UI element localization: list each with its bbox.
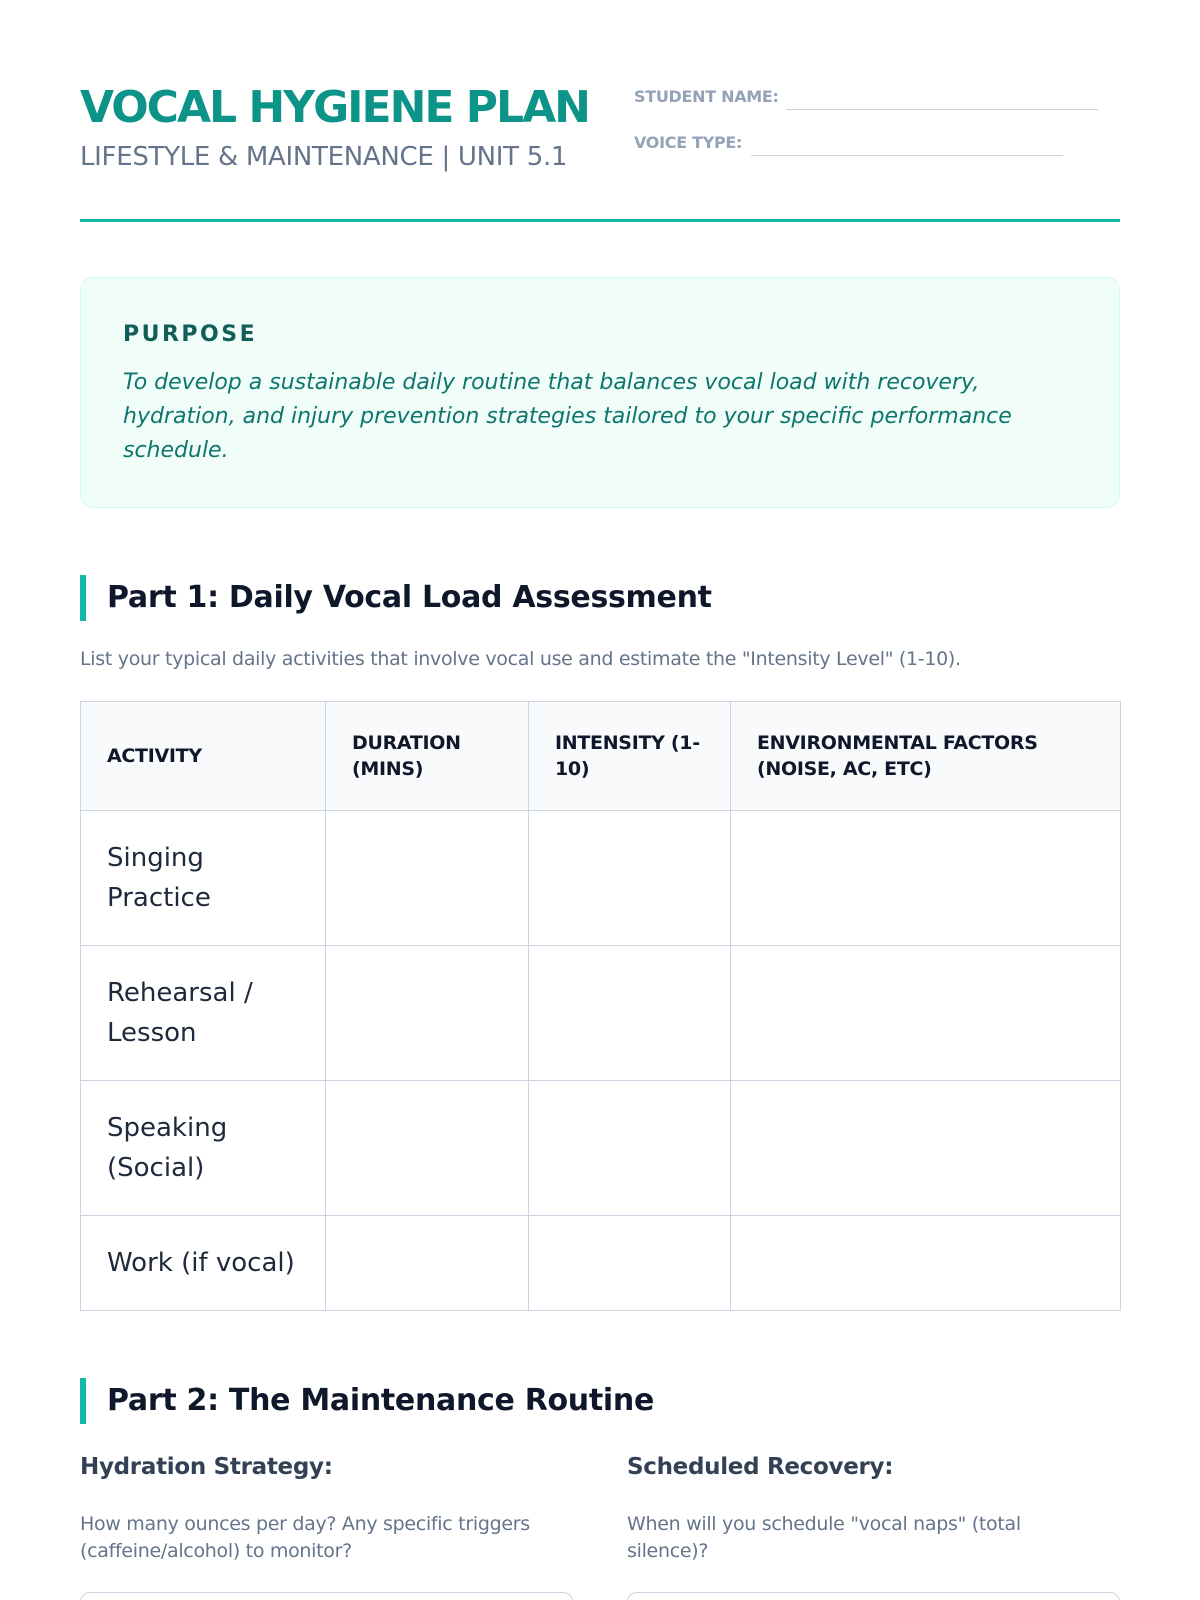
column-header-activity: ACTIVITY [81,702,326,811]
intensity-cell[interactable] [529,1081,731,1216]
table-row [81,811,1121,946]
column-header-duration: DURATION (MINS) [326,702,529,811]
environment-cell[interactable] [731,1216,1121,1311]
student-name-label: STUDENT NAME: [634,87,779,106]
duration-cell[interactable] [326,1081,529,1216]
environment-cell[interactable] [731,946,1121,1081]
duration-cell[interactable] [326,1216,529,1311]
table-row [81,1216,1121,1311]
voice-type-field[interactable] [751,155,1063,156]
part2-heading: Part 2: The Maintenance Routine [80,1378,654,1424]
activity-cell: Singing Practice [81,811,326,946]
activity-cell: Work (if vocal) [81,1216,326,1311]
environment-cell[interactable] [731,1081,1121,1216]
hydration-title: Hydration Strategy: [80,1454,333,1480]
recovery-prompt: When will you schedule "vocal naps" (total silence)? [627,1513,1021,1562]
table-row [81,1081,1121,1216]
table-header-row [81,702,1121,811]
activity-cell: Speaking (Social) [81,1081,326,1216]
purpose-text: To develop a sustainable daily routine that balances vocal load with recovery, hydration, and injury prevention strategies tailored to your specific performance schedule. [123,370,1012,463]
hydration-prompt: How many ounces per day? Any specific triggers (caffeine/alcohol) to monitor? [80,1513,530,1562]
page-title: VOCAL HYGIENE PLAN [80,82,589,133]
column-header-intensity: INTENSITY (1-10) [529,702,731,811]
recovery-title: Scheduled Recovery: [627,1454,894,1480]
intensity-cell[interactable] [529,1216,731,1311]
purpose-label: PURPOSE [123,322,258,347]
part1-heading: Part 1: Daily Vocal Load Assessment [80,575,712,621]
column-header-environment: ENVIRONMENTAL FACTORS (NOISE, AC, ETC) [731,702,1121,811]
recovery-answer-box[interactable] [627,1592,1120,1600]
vocal-load-table [80,701,1121,1311]
intensity-cell[interactable] [529,811,731,946]
part1-instruction: List your typical daily activities that involve vocal use and estimate the "Intensity Level" (1-10). [80,648,961,670]
table-row [81,946,1121,1081]
activity-cell: Rehearsal / Lesson [81,946,326,1081]
hydration-answer-box[interactable] [80,1592,573,1600]
header-divider [80,219,1120,222]
purpose-callout [80,277,1120,508]
environment-cell[interactable] [731,811,1121,946]
intensity-cell[interactable] [529,946,731,1081]
page-subtitle: LIFESTYLE & MAINTENANCE | UNIT 5.1 [80,142,568,172]
duration-cell[interactable] [326,946,529,1081]
duration-cell[interactable] [326,811,529,946]
student-name-field[interactable] [786,109,1098,110]
voice-type-label: VOICE TYPE: [634,133,743,152]
